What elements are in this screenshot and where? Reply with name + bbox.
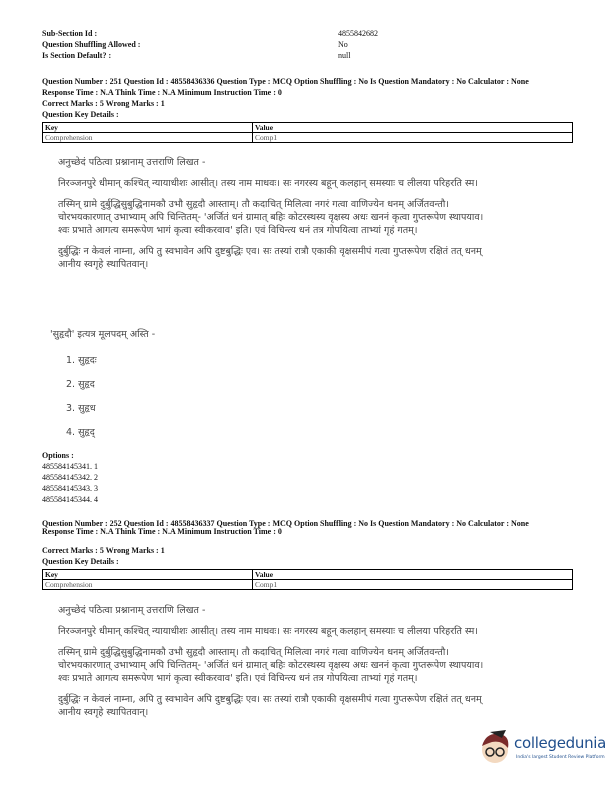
choice: 3. सुहृध	[66, 403, 96, 414]
choice: 2. सुहृद	[66, 379, 95, 390]
passage-instruction: अनुच्छेदं पठित्वा प्रश्नानाम् उत्तराणि लिखत -	[58, 605, 206, 616]
question-text: 'सुहृदौ' इत्यत्र मूलपदम् अस्ति -	[50, 329, 156, 340]
option-id: 485584145342. 2	[42, 473, 98, 482]
passage-paragraph: तस्मिन् ग्रामे दुर्बुद्धिसुबुद्धिनामकौ उभौ सुहृदौ आस्ताम्। तौ कदाचित् मिलित्वा नगरं गत्वा वाणिज्येन धनम् अर्जितवन्तौ। चोरभयकारणात् उभाभ्याम् अपि चिन्तितम्- 'अर्जितं धनं ग्रामात् बहिः कोटरस्थस्य वृक्षस्य अधः खननं कृत्वा गुप्तरूपेण स्थापयाव। श्वः प्रभाते आगत्य समरूपेण भागं कृत्वा स्वीकरवाव' इति। एवं विचिन्त्य धनं तत्र गोपयित्वा ताभ्यां गृहं गतम्।	[58, 199, 484, 236]
key-details-table	[42, 569, 573, 590]
question-marks: Correct Marks : 5 Wrong Marks : 1	[42, 99, 165, 108]
table-header-key: Key	[43, 123, 253, 133]
choice: 4. सुहृद्	[66, 427, 95, 438]
passage-paragraph: दुर्बुद्धिः न केवलं नाम्ना, अपि तु स्वभावेन अपि दुष्टबुद्धिः एव। सः तस्यां रात्रौ एकाकी वृक्षसमीपं गत्वा गुप्तरूपेण रक्षितं तत् धनम् आनीय स्वगृहे स्थापितवान्।	[58, 694, 482, 718]
table-header-value: Value	[253, 123, 573, 133]
choice: 1. सुहृदः	[66, 355, 97, 366]
table-cell-value: Comp1	[253, 133, 573, 143]
key-details-label: Question Key Details :	[42, 557, 119, 566]
table-header-value: Value	[253, 570, 573, 580]
options-label: Options :	[42, 451, 74, 460]
table-cell-key: Comprehension	[43, 580, 253, 590]
option-id: 485584145344. 4	[42, 495, 98, 504]
collegedunia-logo	[478, 728, 608, 772]
key-details-label: Question Key Details :	[42, 110, 119, 119]
section-default-label: Is Section Default? :	[42, 51, 112, 60]
question-header: Question Number : 252 Question Id : 48558436337 Question Type : MCQ Option Shuffling : No Is Question Mandatory : No Calculator : None	[42, 519, 529, 528]
option-id: 485584145343. 3	[42, 484, 98, 493]
table-cell-key: Comprehension	[43, 133, 253, 143]
table-cell-value: Comp1	[253, 580, 573, 590]
section-default-value: null	[338, 51, 351, 60]
logo-brand: collegedunia	[514, 734, 607, 752]
sub-section-value: 4855842682	[338, 29, 378, 38]
passage	[58, 156, 488, 279]
passage-paragraph: निरञ्जनपुरे धीमान् कश्चित् न्यायाधीशः आसीत्। तस्य नाम माधवः। सः नगरस्य बहून् कलहान् समस्याः च लीलया परिहरति स्म।	[58, 626, 478, 637]
key-details-table	[42, 122, 573, 143]
sub-section-label: Sub-Section Id :	[42, 29, 98, 38]
passage-paragraph: दुर्बुद्धिः न केवलं नाम्ना, अपि तु स्वभावेन अपि दुष्टबुद्धिः एव। सः तस्यां रात्रौ एकाकी वृक्षसमीपं गत्वा गुप्तरूपेण रक्षितं तत् धनम् आनीय स्वगृहे स्थापितवान्।	[58, 246, 482, 270]
question-timing: Response Time : N.A Think Time : N.A Minimum Instruction Time : 0	[42, 88, 282, 97]
passage-paragraph: निरञ्जनपुरे धीमान् कश्चित् न्यायाधीशः आसीत्। तस्य नाम माधवः। सः नगरस्य बहून् कलहान् समस्याः च लीलया परिहरति स्म।	[58, 178, 478, 189]
shuffling-value: No	[338, 40, 348, 49]
table-header-key: Key	[43, 570, 253, 580]
logo-tagline: India's largest Student Review Platform	[516, 755, 605, 760]
passage-instruction: अनुच्छेदं पठित्वा प्रश्नानाम् उत्तराणि लिखत -	[58, 157, 206, 168]
shuffling-label: Question Shuffling Allowed :	[42, 40, 141, 49]
passage-paragraph: तस्मिन् ग्रामे दुर्बुद्धिसुबुद्धिनामकौ उभौ सुहृदौ आस्ताम्। तौ कदाचित् मिलित्वा नगरं गत्वा वाणिज्येन धनम् अर्जितवन्तौ। चोरभयकारणात् उभाभ्याम् अपि चिन्तितम्- 'अर्जितं धनं ग्रामात् बहिः कोटरस्थस्य वृक्षस्य अधः खननं कृत्वा गुप्तरूपेण स्थापयाव। श्वः प्रभाते आगत्य समरूपेण भागं कृत्वा स्वीकरवाव' इति। एवं विचिन्त्य धनं तत्र गोपयित्वा ताभ्यां गृहं गतम्।	[58, 647, 484, 684]
option-id: 485584145341. 1	[42, 462, 98, 471]
question-timing: Response Time : N.A Think Time : N.A Minimum Instruction Time : 0	[42, 527, 282, 536]
passage	[58, 604, 488, 727]
question-header: Question Number : 251 Question Id : 48558436336 Question Type : MCQ Option Shuffling : No Is Question Mandatory : No Calculator : None	[42, 77, 529, 86]
mascot-icon	[478, 728, 512, 768]
question-marks: Correct Marks : 5 Wrong Marks : 1	[42, 546, 165, 555]
